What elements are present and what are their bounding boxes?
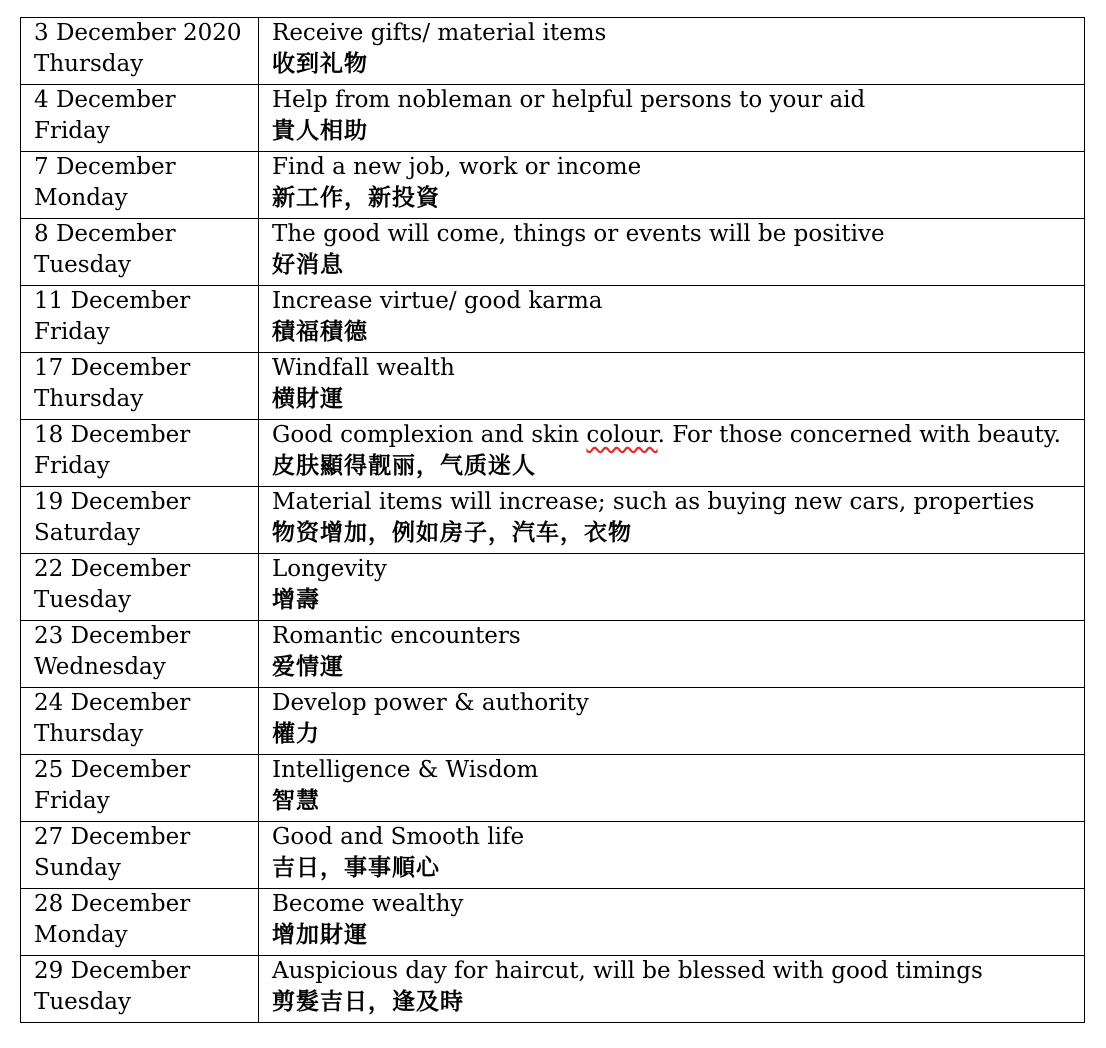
table-row (21, 18, 1085, 85)
date-cell (21, 18, 259, 85)
chinese-description: 剪髮吉日，逢及時 (272, 989, 464, 1015)
description-cell (259, 755, 1085, 822)
english-description: Develop power & authority (272, 690, 589, 716)
date-cell (21, 688, 259, 755)
english-description: Receive gifts/ material items (272, 20, 607, 46)
description-cell (259, 487, 1085, 554)
date-cell (21, 956, 259, 1023)
chinese-description: 皮肤顯得靓丽，气质迷人 (272, 453, 536, 479)
weekday-text: Tuesday (34, 989, 131, 1015)
date-cell (21, 554, 259, 621)
weekday-text: Friday (34, 118, 110, 144)
date-text: 22 December (34, 556, 191, 582)
table-row (21, 554, 1085, 621)
weekday-text: Tuesday (34, 587, 131, 613)
table-row (21, 621, 1085, 688)
description-cell (259, 688, 1085, 755)
date-text: 19 December (34, 489, 191, 515)
english-description-end: . For those concerned with beauty. (657, 422, 1061, 448)
description-cell (259, 822, 1085, 889)
chinese-description: 智慧 (272, 788, 320, 814)
description-cell (259, 956, 1085, 1023)
date-text: 23 December (34, 623, 191, 649)
weekday-text: Friday (34, 453, 110, 479)
date-cell (21, 889, 259, 956)
date-text: 3 December 2020 (34, 20, 242, 46)
english-description: Romantic encounters (272, 623, 521, 649)
chinese-description: 横財運 (272, 386, 344, 412)
english-description: Intelligence & Wisdom (272, 757, 539, 783)
date-text: 8 December (34, 221, 176, 247)
date-text: 27 December (34, 824, 191, 850)
table-row (21, 688, 1085, 755)
description-cell (259, 219, 1085, 286)
chinese-description: 收到礼物 (272, 51, 368, 77)
date-text: 7 December (34, 154, 176, 180)
date-cell (21, 85, 259, 152)
chinese-description: 積福積德 (272, 319, 368, 345)
weekday-text: Saturday (34, 520, 140, 546)
english-description: Windfall wealth (272, 355, 455, 381)
date-cell (21, 420, 259, 487)
table-row (21, 152, 1085, 219)
table-row (21, 755, 1085, 822)
date-cell (21, 487, 259, 554)
table-row (21, 353, 1085, 420)
date-text: 4 December (34, 87, 176, 113)
english-description-start: Good complexion and skin (272, 422, 587, 448)
english-description: Good and Smooth life (272, 824, 525, 850)
date-cell (21, 822, 259, 889)
table-row (21, 85, 1085, 152)
date-text: 17 December (34, 355, 191, 381)
english-description (272, 420, 1084, 451)
weekday-text: Thursday (34, 721, 144, 747)
table-row (21, 822, 1085, 889)
description-cell (259, 85, 1085, 152)
weekday-text: Wednesday (34, 654, 166, 680)
chinese-description: 吉日，事事順心 (272, 855, 440, 881)
date-text: 29 December (34, 958, 191, 984)
table-row (21, 286, 1085, 353)
date-text: 24 December (34, 690, 191, 716)
english-description: The good will come, things or events will be positive (272, 221, 885, 247)
weekday-text: Sunday (34, 855, 121, 881)
date-text: 11 December (34, 288, 191, 314)
date-cell (21, 353, 259, 420)
description-cell (259, 353, 1085, 420)
english-description: Become wealthy (272, 891, 464, 917)
weekday-text: Friday (34, 319, 110, 345)
table-row (21, 487, 1085, 554)
chinese-description: 增壽 (272, 587, 320, 613)
weekday-text: Monday (34, 922, 128, 948)
english-description: Increase virtue/ good karma (272, 288, 603, 314)
table-row (21, 889, 1085, 956)
description-cell (259, 18, 1085, 85)
date-cell (21, 286, 259, 353)
chinese-description: 權力 (272, 721, 320, 747)
table-row (21, 420, 1085, 487)
english-description: Help from nobleman or helpful persons to your aid (272, 87, 866, 113)
chinese-description: 增加財運 (272, 922, 368, 948)
date-cell (21, 621, 259, 688)
english-description: Find a new job, work or income (272, 154, 642, 180)
description-cell (259, 420, 1085, 487)
auspicious-days-table (20, 17, 1085, 1023)
chinese-description: 好消息 (272, 252, 344, 278)
weekday-text: Friday (34, 788, 110, 814)
english-description: Material items will increase; such as buying new cars, properties (272, 489, 1035, 515)
table-row (21, 956, 1085, 1023)
english-description: Longevity (272, 556, 387, 582)
weekday-text: Tuesday (34, 252, 131, 278)
date-text: 18 December (34, 422, 191, 448)
weekday-text: Monday (34, 185, 128, 211)
chinese-description: 新工作，新投資 (272, 185, 440, 211)
date-text: 28 December (34, 891, 191, 917)
date-text: 25 December (34, 757, 191, 783)
chinese-description: 貴人相助 (272, 118, 368, 144)
english-description: Auspicious day for haircut, will be blessed with good timings (272, 958, 983, 984)
chinese-description: 爱情運 (272, 654, 344, 680)
chinese-description: 物资增加，例如房子，汽车，衣物 (272, 520, 632, 546)
description-cell (259, 554, 1085, 621)
description-cell (259, 286, 1085, 353)
description-cell (259, 621, 1085, 688)
date-cell (21, 755, 259, 822)
date-cell (21, 152, 259, 219)
spellcheck-marked-word: colour (586, 422, 658, 448)
description-cell (259, 152, 1085, 219)
description-cell (259, 889, 1085, 956)
date-cell (21, 219, 259, 286)
weekday-text: Thursday (34, 51, 144, 77)
table-row (21, 219, 1085, 286)
weekday-text: Thursday (34, 386, 144, 412)
